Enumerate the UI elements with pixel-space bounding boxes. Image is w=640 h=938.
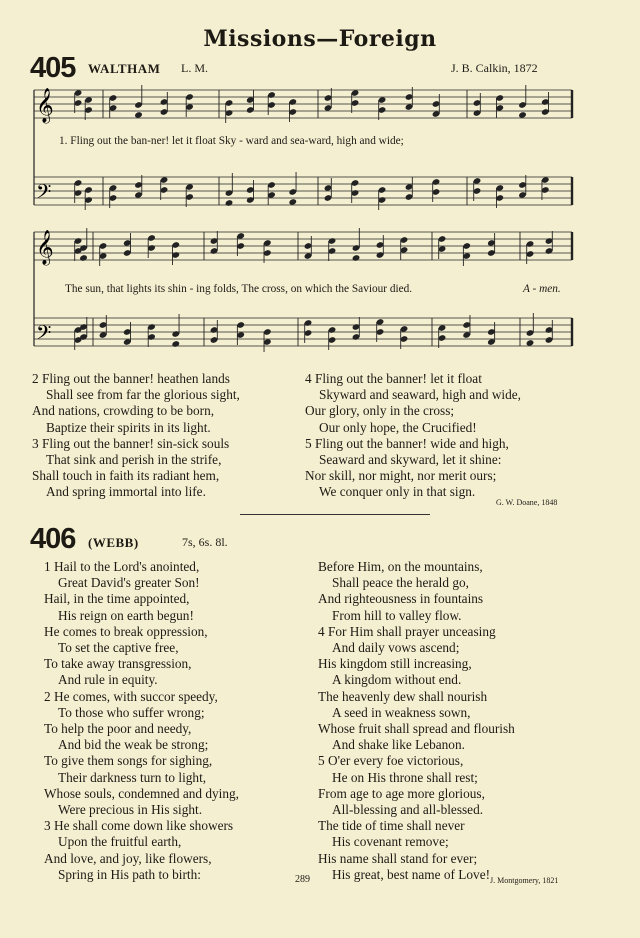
hymn-405-author-credit: G. W. Doane, 1848: [496, 498, 558, 507]
stanza: [44, 818, 239, 883]
page-number: 289: [295, 874, 310, 885]
verse-line: And spring immortal into life.: [46, 484, 206, 500]
verse-line: His reign on earth begun!: [58, 607, 194, 623]
hymn-405-verses-right: [305, 371, 521, 501]
verse-line: Shall see from far the glorious sight,: [46, 387, 240, 403]
hymn-405-verses-left: [32, 371, 240, 501]
verse-line: Were precious in His sight.: [58, 802, 203, 818]
hymn-405-composer: J. B. Calkin, 1872: [451, 61, 538, 75]
stanza: [318, 624, 515, 754]
verse-line: And righteousness in fountains: [318, 591, 484, 607]
stanza: [305, 436, 521, 501]
treble-clef-icon: 𝄞: [36, 230, 54, 265]
hymn-406-verses-right: [318, 559, 515, 883]
hymn-405-tune: WALTHAM: [88, 61, 161, 76]
hymn-405-lyrics-line-2: The sun, that lights its shin - ing folds, The cross, on which the Saviour died.: [65, 283, 413, 295]
verse-line: 3 He shall come down like showers: [44, 818, 234, 834]
stanza: [44, 689, 239, 819]
note-head: [79, 254, 88, 262]
verse-line: Our glory, only in the cross;: [305, 403, 455, 419]
verse-line: From age to age more glorious,: [318, 785, 485, 801]
stanza: [318, 559, 515, 624]
section-title: Missions—Foreign: [203, 26, 437, 52]
verse-line: To help the poor and needy,: [44, 721, 192, 737]
verse-line: He on His throne shall rest;: [332, 769, 478, 785]
verse-line: To those who suffer wrong;: [58, 704, 205, 720]
note-head: [171, 340, 180, 348]
verse-line: Shall touch in faith its radiant hem,: [32, 468, 220, 484]
verse-line: Their darkness turn to light,: [58, 769, 207, 785]
verse-line: 4 For Him shall prayer unceasing: [318, 623, 496, 639]
verse-line: Skyward and seaward, high and wide,: [319, 387, 521, 403]
verse-line: To give them songs for sighing,: [44, 753, 213, 769]
verse-line: The tide of time shall never: [318, 818, 465, 834]
verse-line: Seaward and skyward, let it shine:: [319, 452, 502, 468]
verse-line: Hail, in the time appointed,: [44, 591, 190, 607]
verse-line: And nations, crowding to be born,: [32, 403, 215, 419]
hymn-405-number: 405: [30, 52, 76, 84]
verse-line: His name shall stand for ever;: [318, 850, 478, 866]
treble-clef-icon: 𝄞: [36, 88, 54, 123]
stanza: [44, 559, 239, 689]
verse-line: Great David's greater Son!: [58, 575, 200, 591]
hymn-406-meter: 7s, 6s. 8l.: [182, 535, 228, 549]
verse-line: Baptize their spirits in its light.: [46, 419, 211, 435]
verse-line: His great, best name of Love!: [332, 866, 491, 882]
verse-line: 4 Fling out the banner! let it float: [305, 371, 482, 386]
music-score: [0, 0, 640, 380]
hymn-405-lyrics-line-1: 1. Fling out the ban-ner! let it float Sky - ward and sea-ward, high and wide;: [59, 135, 404, 147]
verse-line: 2 Fling out the banner! heathen lands: [32, 371, 230, 386]
verse-line: And daily vows ascend;: [332, 640, 460, 656]
verse-line: 5 Fling out the banner! wide and high,: [305, 435, 509, 451]
verse-line: We conquer only in that sign.: [319, 484, 476, 500]
verse-line: Our only hope, the Crucified!: [319, 419, 477, 435]
verse-line: 5 O'er every foe victorious,: [318, 753, 464, 769]
verse-line: Upon the fruitful earth,: [58, 834, 182, 850]
verse-line: And rule in equity.: [58, 672, 158, 688]
divider: [240, 514, 430, 515]
verse-line: That sink and perish in the strife,: [46, 452, 222, 468]
verse-line: His kingdom still increasing,: [318, 656, 472, 672]
stanza: [318, 753, 515, 883]
verse-line: All-blessing and all-blessed.: [332, 802, 484, 818]
bass-clef-icon: 𝄢: [36, 321, 52, 349]
verse-line: He comes to break oppression,: [44, 623, 208, 639]
verse-line: 1 Hail to the Lord's anointed,: [44, 559, 200, 574]
hymn-405-amen: A - men.: [523, 283, 561, 295]
verse-line: 3 Fling out the banner! sin-sick souls: [32, 435, 230, 451]
verse-line: Spring in His path to birth:: [58, 866, 201, 882]
hymn-406-author-credit: J. Montgomery, 1821: [490, 876, 559, 885]
verse-line: And love, and joy, like flowers,: [44, 850, 212, 866]
stanza: [32, 371, 240, 436]
hymn-405-meter: L. M.: [181, 61, 208, 75]
verse-line: A kingdom without end.: [332, 672, 462, 688]
verse-line: From hill to valley flow.: [332, 607, 462, 623]
verse-line: And bid the weak be strong;: [58, 737, 209, 753]
note-head: [352, 254, 361, 262]
stanza: [32, 436, 240, 501]
verse-line: And shake like Lebanon.: [332, 737, 465, 753]
verse-line: Whose fruit shall spread and flourish: [318, 721, 515, 737]
stanza: [305, 371, 521, 436]
verse-line: To set the captive free,: [58, 640, 179, 656]
verse-line: Whose souls, condemned and dying,: [44, 785, 239, 801]
bass-clef-icon: 𝄢: [36, 180, 52, 208]
verse-line: 2 He comes, with succor speedy,: [44, 688, 218, 704]
hymn-406-tune: (WEBB): [88, 535, 139, 550]
verse-line: Nor skill, nor might, nor merit ours;: [305, 468, 497, 484]
hymn-406-number: 406: [30, 523, 76, 555]
hymn-406-verses-left: [44, 559, 239, 883]
verse-line: To take away transgression,: [44, 656, 192, 672]
verse-line: Shall peace the herald go,: [332, 575, 469, 591]
verse-line: His covenant remove;: [332, 834, 449, 850]
verse-line: Before Him, on the mountains,: [318, 559, 483, 574]
verse-line: A seed in weakness sown,: [332, 704, 471, 720]
verse-line: The heavenly dew shall nourish: [318, 688, 488, 704]
note-head: [225, 199, 234, 207]
